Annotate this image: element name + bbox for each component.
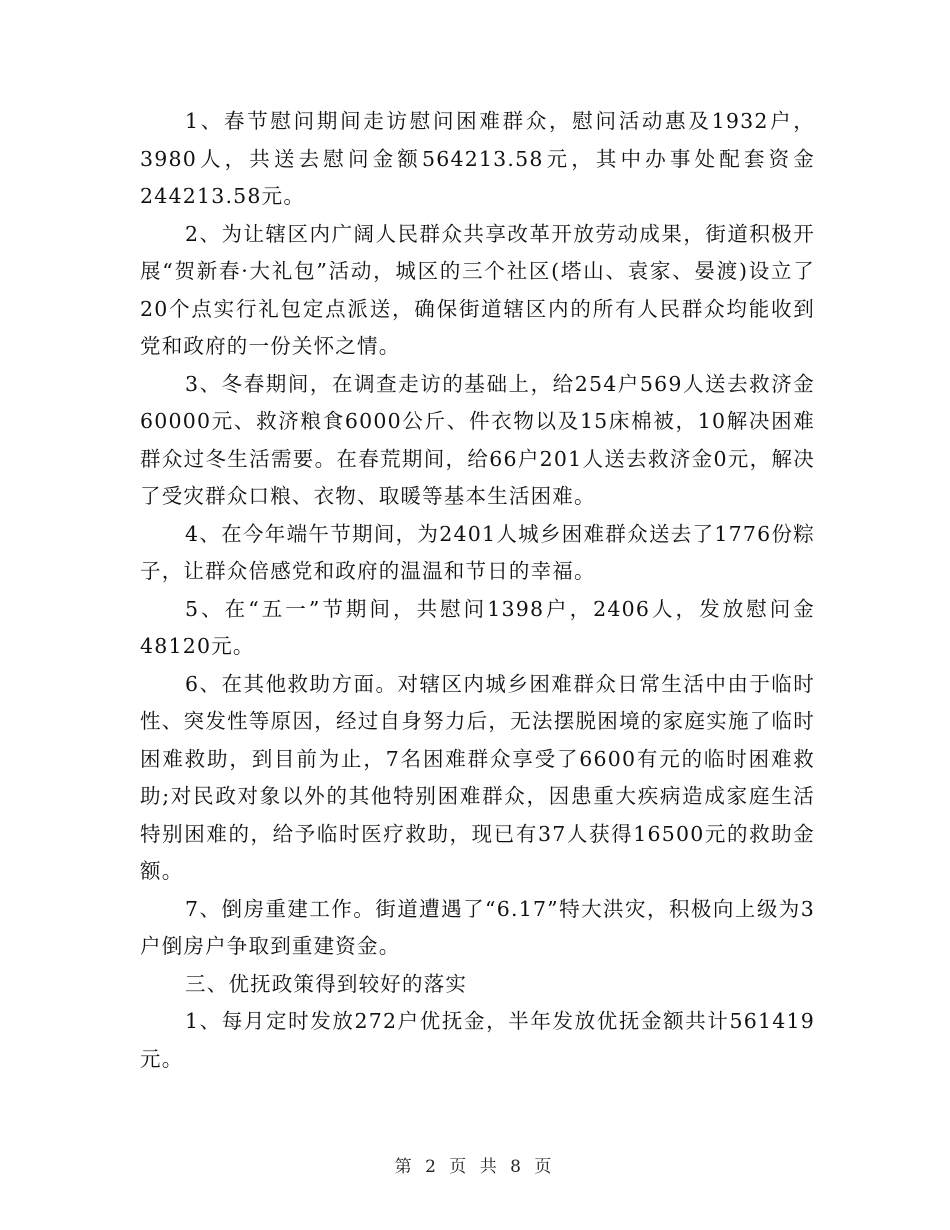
paragraph-monthly-payment: 1、每月定时发放272户优抚金，半年发放优抚金额共计561419元。 — [140, 1009, 815, 1071]
page-number-footer: 第 2 页 共 8 页 — [394, 1157, 556, 1177]
paragraph-winter-spring-relief: 3、冬春期间，在调查走访的基础上，给254户569人送去救济金60000元、救济粮食6000公斤、件衣物以及15床棉被，10解决困难群众过冬生活需要。在春荒期间，给66户201人送去救济金0元，解决了受灾群众口粮、衣物、取暖等基本生活困难。 — [140, 371, 815, 508]
section-heading-preferential-policy: 三、优抚政策得到较好的落实 — [185, 971, 468, 996]
document-body — [140, 103, 815, 1078]
paragraph-gift-package: 2、为让辖区内广阔人民群众共享改革开放劳动成果，街道积极开展“贺新春·大礼包”活动，城区的三个社区(塔山、袁家、晏渡)设立了20个点实行礼包定点派送，确保街道辖区内的所有人民群众均能收到党和政府的一份关怀之情。 — [140, 221, 815, 358]
paragraph-may-day: 5、在“五一”节期间，共慰问1398户，2406人，发放慰问金48120元。 — [140, 596, 815, 658]
paragraph-other-assistance: 6、在其他救助方面。对辖区内城乡困难群众日常生活中由于临时性、突发性等原因，经过自身努力后，无法摆脱困境的家庭实施了临时困难救助，到目前为止，7名困难群众享受了6600有元的临时困难救助;对民政对象以外的其他特别困难群众，因患重大疾病造成家庭生活特别困难的，给予临时医疗救助，现已有37人获得16500元的救助金额。 — [140, 671, 815, 883]
paragraph-relief-spring-festival: 1、春节慰问期间走访慰问困难群众，慰问活动惠及1932户，3980人，共送去慰问金额564213.58元，其中办事处配套资金244213.58元。 — [140, 109, 815, 208]
paragraph-dragon-boat: 4、在今年端午节期间，为2401人城乡困难群众送去了1776份粽子，让群众倍感党和政府的温温和节日的幸福。 — [140, 521, 815, 583]
paragraph-house-rebuilding: 7、倒房重建工作。街道遭遇了“6.17”特大洪灾，积极向上级为3户倒房户争取到重建资金。 — [140, 896, 815, 958]
